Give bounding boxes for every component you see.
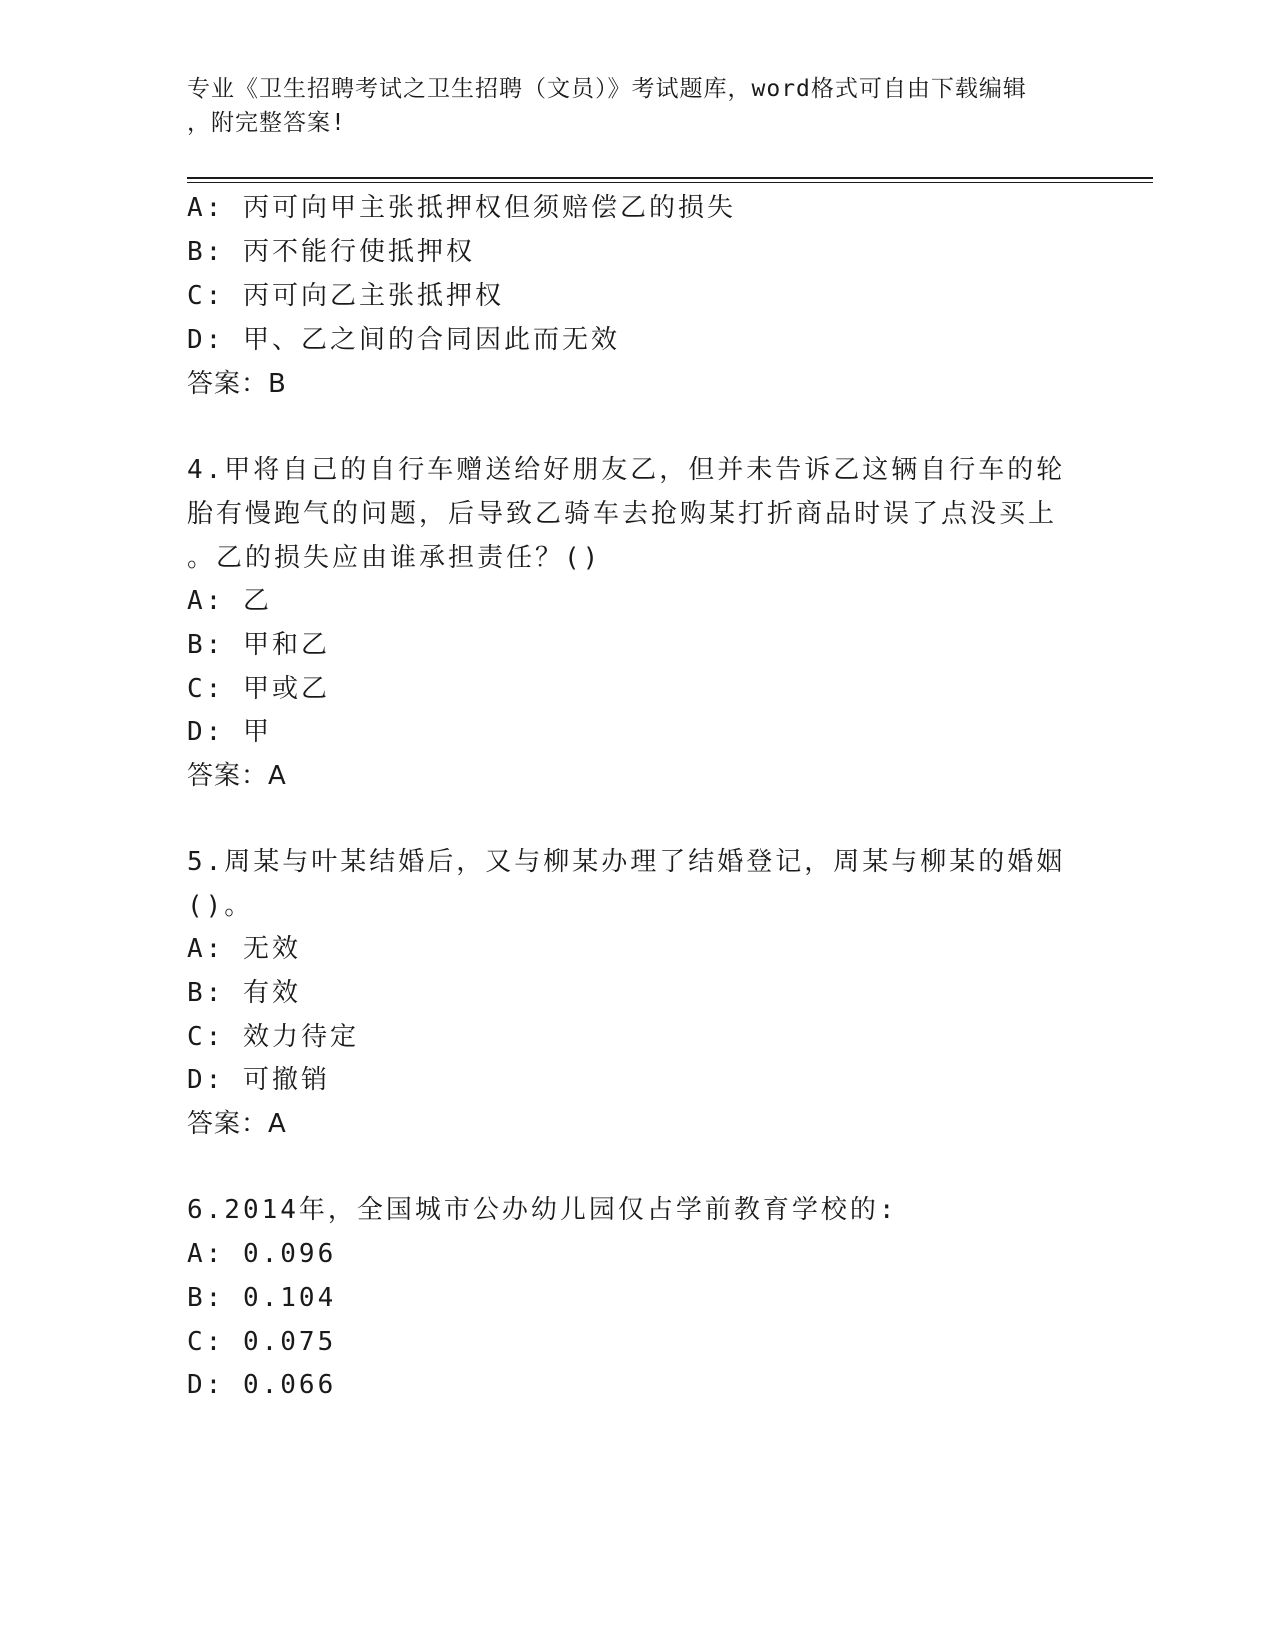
q5-answer: 答案：A <box>187 1109 287 1139</box>
q4-answer: 答案：A <box>187 761 287 791</box>
q6-option-d: D: 0.066 <box>187 1370 337 1400</box>
q5-option-a: A: 无效 <box>187 934 301 964</box>
q3-option-b: B: 丙不能行使抵押权 <box>187 237 475 267</box>
q6-option-a: A: 0.096 <box>187 1239 337 1269</box>
header-line-1: 专业《卫生招聘考试之卫生招聘（文员）》考试题库，word格式可自由下载编辑 <box>187 76 1027 102</box>
q5-option-b: B: 有效 <box>187 978 301 1008</box>
q4-stem-line-2: 胎有慢跑气的问题，后导致乙骑车去抢购某打折商品时误了点没买上 <box>187 499 1058 529</box>
q3-option-c: C: 丙可向乙主张抵押权 <box>187 281 504 311</box>
header-rule-thin <box>187 182 1153 183</box>
q4-stem-line-3: 。乙的损失应由谁承担责任？() <box>187 543 602 573</box>
q3-answer: 答案：B <box>187 369 287 399</box>
q6-option-b: B: 0.104 <box>187 1283 337 1313</box>
q5-stem-line-1: 5.周某与叶某结婚后，又与柳某办理了结婚登记，周某与柳某的婚姻 <box>187 847 1066 877</box>
q5-option-c: C: 效力待定 <box>187 1022 359 1052</box>
q6-stem-line-1: 6.2014年，全国城市公办幼儿园仅占学前教育学校的: <box>187 1195 898 1225</box>
q3-option-a: A: 丙可向甲主张抵押权但须赔偿乙的损失 <box>187 193 736 223</box>
q4-option-b: B: 甲和乙 <box>187 630 330 660</box>
header-rule-thick <box>187 177 1153 179</box>
q4-stem-line-1: 4.甲将自己的自行车赠送给好朋友乙，但并未告诉乙这辆自行车的轮 <box>187 455 1066 485</box>
q4-option-a: A: 乙 <box>187 586 272 616</box>
q5-option-d: D: 可撤销 <box>187 1065 330 1095</box>
q3-option-d: D: 甲、乙之间的合同因此而无效 <box>187 325 620 355</box>
q6-option-c: C: 0.075 <box>187 1327 337 1357</box>
q5-stem-line-2: ()。 <box>187 891 254 921</box>
document-header <box>187 72 1087 140</box>
header-line-2: ，附完整答案! <box>187 110 346 136</box>
q4-option-c: C: 甲或乙 <box>187 674 330 704</box>
q4-option-d: D: 甲 <box>187 717 272 747</box>
